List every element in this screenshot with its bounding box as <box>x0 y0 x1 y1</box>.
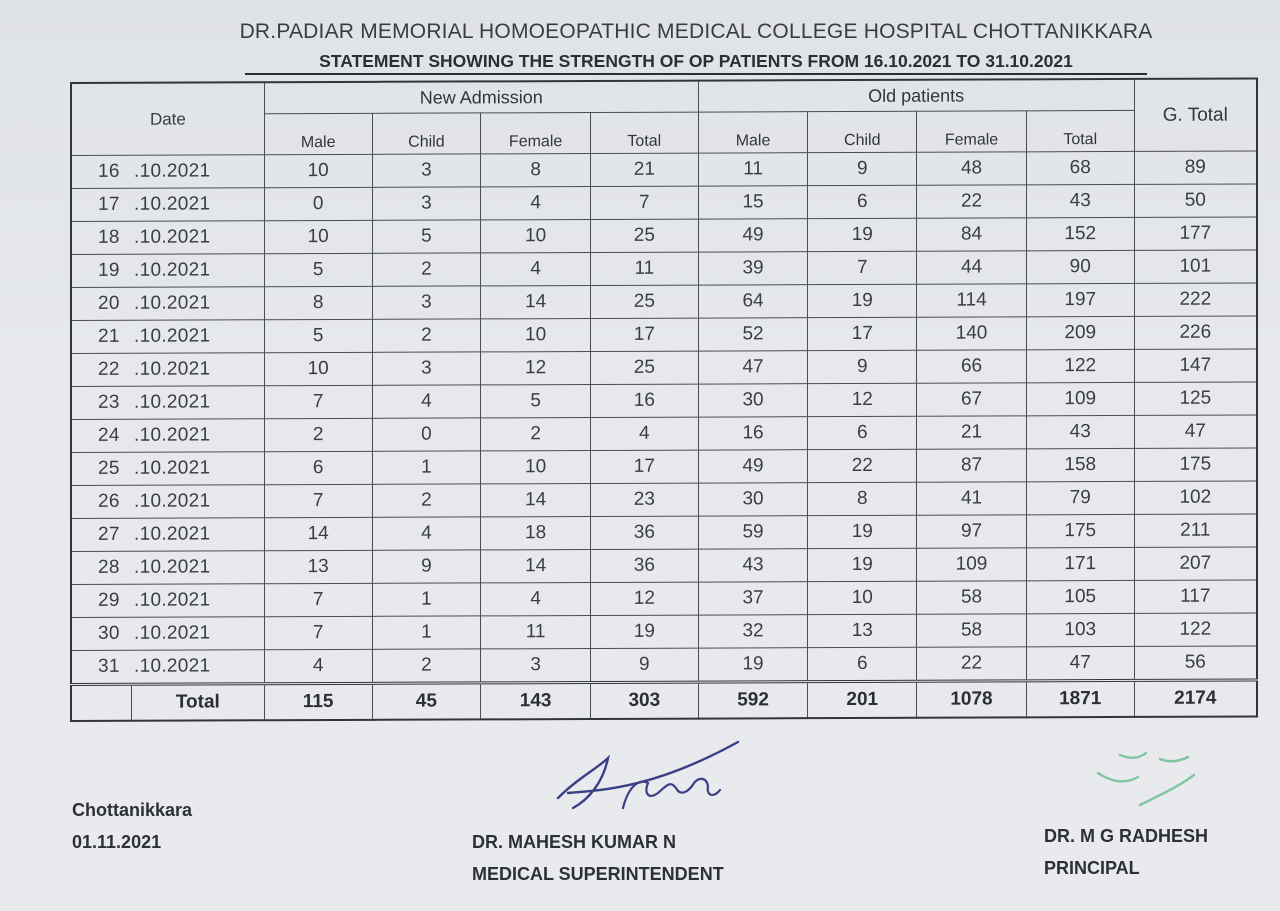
new-male-cell: 5 <box>264 253 372 286</box>
grand-total-cell: 50 <box>1134 184 1257 217</box>
institution-title: DR.PADIAR MEMORIAL HOMOEOPATHIC MEDICAL COLLEGE HOSPITAL CHOTTANIKKARA <box>239 20 1153 43</box>
old-total-cell: 175 <box>1026 514 1134 547</box>
old-total-cell: 103 <box>1026 613 1134 646</box>
old-child-cell: 17 <box>808 317 917 350</box>
grand-total-cell: 122 <box>1134 613 1257 646</box>
date-cell <box>71 287 264 321</box>
old-female-cell: 140 <box>917 317 1027 350</box>
old-male-cell: 30 <box>698 483 808 516</box>
old-female-cell: 66 <box>917 350 1027 383</box>
date-month-year: .10.2021 <box>134 391 211 413</box>
table-row <box>71 613 1257 651</box>
table-row <box>71 217 1257 255</box>
total-blank-cell <box>71 684 131 721</box>
old-total-cell: 43 <box>1026 415 1134 448</box>
date-day: 25 <box>98 457 120 479</box>
grand-total-cell: 177 <box>1134 217 1257 250</box>
old-child-cell: 9 <box>808 152 917 185</box>
new-male-cell: 0 <box>264 187 372 220</box>
date-month-year: .10.2021 <box>134 622 211 644</box>
total-old-total: 1871 <box>1026 680 1134 717</box>
date-cell <box>71 155 264 189</box>
old-female-cell: 67 <box>917 383 1027 416</box>
new-child-cell: 3 <box>372 286 481 319</box>
new-male-cell: 2 <box>264 418 372 451</box>
date-day: 18 <box>98 226 120 248</box>
date-day: 16 <box>98 160 120 182</box>
old-female-cell: 44 <box>917 251 1027 284</box>
old-child-header: Child <box>808 111 917 152</box>
new-total-cell: 36 <box>590 516 698 549</box>
new-total-cell: 11 <box>590 252 698 285</box>
old-male-cell: 59 <box>698 515 808 548</box>
new-child-cell: 5 <box>372 220 481 253</box>
old-total-cell: 47 <box>1026 646 1134 681</box>
date-day: 20 <box>98 292 120 314</box>
old-female-cell: 22 <box>917 647 1027 682</box>
grand-total-cell: 211 <box>1134 514 1257 547</box>
date-text: 01.11.2021 <box>72 832 162 852</box>
new-total-cell: 7 <box>590 186 698 219</box>
date-cell <box>71 221 264 255</box>
new-male-cell: 4 <box>264 649 372 684</box>
old-child-cell: 7 <box>808 251 917 284</box>
date-month-year: .10.2021 <box>134 358 211 380</box>
date-day: 28 <box>98 556 120 578</box>
old-total-cell: 109 <box>1026 382 1134 415</box>
old-female-cell: 21 <box>917 416 1027 449</box>
old-total-cell: 171 <box>1026 547 1134 580</box>
new-child-cell: 1 <box>372 616 481 649</box>
new-female-cell: 10 <box>481 219 591 252</box>
old-child-cell: 19 <box>808 515 917 548</box>
grand-total-cell: 47 <box>1134 415 1257 448</box>
new-female-cell: 8 <box>481 154 591 187</box>
superintendent-signature <box>548 738 748 818</box>
new-female-cell: 4 <box>481 186 591 219</box>
old-male-cell: 15 <box>698 186 808 219</box>
new-male-cell: 8 <box>264 286 372 319</box>
table-row <box>71 646 1257 685</box>
old-child-cell: 6 <box>808 647 917 682</box>
new-admission-header: New Admission <box>264 81 698 114</box>
new-child-cell: 2 <box>372 319 481 352</box>
date-month-year: .10.2021 <box>134 160 211 182</box>
grand-total-cell: 125 <box>1134 382 1257 415</box>
date-cell <box>71 584 264 618</box>
grand-total-cell: 89 <box>1134 151 1257 184</box>
principal-block <box>1044 820 1208 884</box>
date-day: 31 <box>98 655 120 677</box>
old-male-cell: 49 <box>698 450 808 483</box>
new-child-cell: 2 <box>372 484 481 517</box>
old-female-cell: 109 <box>917 548 1027 581</box>
principal-signature <box>1090 745 1210 815</box>
old-total-cell: 105 <box>1026 580 1134 613</box>
new-child-cell: 3 <box>372 352 481 385</box>
new-male-cell: 7 <box>264 484 372 517</box>
new-child-cell: 0 <box>372 418 481 451</box>
date-day: 30 <box>98 622 120 644</box>
old-total-cell: 68 <box>1026 151 1134 184</box>
old-total-cell: 122 <box>1026 349 1134 382</box>
old-male-cell: 16 <box>698 417 808 450</box>
table-row <box>71 349 1257 387</box>
principal-name: DR. M G RADHESH <box>1044 826 1209 846</box>
new-total-cell: 19 <box>590 615 698 648</box>
date-cell <box>71 386 264 420</box>
total-old-male: 592 <box>698 682 808 719</box>
date-cell <box>71 419 264 453</box>
total-row <box>71 680 1257 721</box>
grand-total-cell: 102 <box>1134 481 1257 514</box>
date-day: 24 <box>98 424 120 446</box>
old-child-cell: 9 <box>808 350 917 383</box>
new-male-header: Male <box>264 113 372 154</box>
new-female-cell: 4 <box>481 252 591 285</box>
old-male-cell: 49 <box>698 219 808 252</box>
old-male-cell: 32 <box>698 614 808 647</box>
new-male-cell: 5 <box>264 319 372 352</box>
new-female-cell: 10 <box>481 318 591 351</box>
new-child-cell: 4 <box>372 517 481 550</box>
new-total-cell: 12 <box>590 582 698 615</box>
new-total-cell: 25 <box>590 285 698 318</box>
table-row <box>71 382 1257 420</box>
op-patients-table <box>70 77 1258 722</box>
old-male-cell: 37 <box>698 581 808 614</box>
table-row <box>71 448 1257 486</box>
table-row <box>71 481 1257 519</box>
place-date-block <box>72 794 192 858</box>
grand-total-cell: 101 <box>1134 250 1257 283</box>
old-female-cell: 41 <box>917 482 1027 515</box>
new-total-cell: 25 <box>590 351 698 384</box>
new-child-header: Child <box>372 113 481 154</box>
grand-total-cell: 56 <box>1134 646 1257 681</box>
date-month-year: .10.2021 <box>134 655 211 677</box>
place-text: Chottanikkara <box>72 800 193 820</box>
new-male-cell: 7 <box>264 616 372 649</box>
new-female-cell: 18 <box>481 516 591 549</box>
date-day: 29 <box>98 589 120 611</box>
date-cell <box>71 188 264 222</box>
new-child-cell: 2 <box>372 649 481 684</box>
grand-total-header: G. Total <box>1134 78 1257 151</box>
total-new-child: 45 <box>372 683 481 720</box>
principal-title: PRINCIPAL <box>1044 858 1140 878</box>
total-new-male: 115 <box>264 683 372 720</box>
old-total-cell: 152 <box>1026 217 1134 250</box>
date-day: 27 <box>98 523 120 545</box>
old-total-cell: 90 <box>1026 250 1134 283</box>
date-month-year: .10.2021 <box>134 325 211 347</box>
old-total-cell: 209 <box>1026 316 1134 349</box>
new-total-header: Total <box>590 112 698 153</box>
total-label: Total <box>131 684 264 721</box>
date-day: 21 <box>98 325 120 347</box>
new-child-cell: 4 <box>372 385 481 418</box>
new-male-cell: 10 <box>264 154 372 187</box>
table-row <box>71 283 1257 321</box>
old-female-cell: 114 <box>917 284 1027 317</box>
date-day: 23 <box>98 391 120 413</box>
date-month-year: .10.2021 <box>134 193 211 215</box>
new-female-cell: 11 <box>481 615 591 648</box>
date-cell <box>71 518 264 552</box>
grand-total-cell: 222 <box>1134 283 1257 316</box>
total-old-female: 1078 <box>917 681 1027 718</box>
old-child-cell: 13 <box>808 614 917 647</box>
old-male-cell: 39 <box>698 252 808 285</box>
old-child-cell: 12 <box>808 383 917 416</box>
old-child-cell: 19 <box>808 284 917 317</box>
table-row <box>71 250 1257 288</box>
grand-total-cell: 147 <box>1134 349 1257 382</box>
table-row <box>71 547 1257 585</box>
new-male-cell: 10 <box>264 220 372 253</box>
new-female-cell: 5 <box>481 384 591 417</box>
date-cell <box>71 452 264 486</box>
date-cell <box>71 254 264 288</box>
new-total-cell: 17 <box>590 318 698 351</box>
old-male-cell: 52 <box>698 318 808 351</box>
new-female-cell: 10 <box>481 450 591 483</box>
old-female-cell: 22 <box>917 185 1027 218</box>
old-child-cell: 19 <box>808 218 917 251</box>
new-female-cell: 14 <box>481 285 591 318</box>
superintendent-name: DR. MAHESH KUMAR N <box>472 832 676 852</box>
date-cell <box>71 650 264 685</box>
table-row <box>71 415 1257 453</box>
old-child-cell: 6 <box>808 185 917 218</box>
date-month-year: .10.2021 <box>134 424 211 446</box>
new-female-cell: 3 <box>481 648 591 683</box>
new-total-cell: 9 <box>590 648 698 683</box>
new-female-cell: 14 <box>481 549 591 582</box>
old-total-cell: 197 <box>1026 283 1134 316</box>
old-female-cell: 58 <box>917 581 1027 614</box>
old-patients-header: Old patients <box>698 79 1134 112</box>
table-body <box>71 151 1257 685</box>
old-child-cell: 8 <box>808 482 917 515</box>
new-total-cell: 23 <box>590 483 698 516</box>
date-cell <box>71 485 264 519</box>
date-month-year: .10.2021 <box>134 589 211 611</box>
old-total-cell: 79 <box>1026 481 1134 514</box>
date-cell <box>71 551 264 585</box>
new-total-cell: 21 <box>590 153 698 186</box>
total-grand-total: 2174 <box>1134 680 1257 717</box>
new-total-cell: 16 <box>590 384 698 417</box>
old-total-cell: 158 <box>1026 448 1134 481</box>
new-total-cell: 36 <box>590 549 698 582</box>
grand-total-cell: 175 <box>1134 448 1257 481</box>
grand-total-cell: 226 <box>1134 316 1257 349</box>
old-female-header: Female <box>917 111 1027 152</box>
old-male-header: Male <box>698 112 808 153</box>
table-row <box>71 580 1257 618</box>
new-child-cell: 3 <box>372 154 481 187</box>
superintendent-title: MEDICAL SUPERINTENDENT <box>472 864 724 884</box>
old-female-cell: 97 <box>917 515 1027 548</box>
total-old-child: 201 <box>808 681 917 718</box>
total-new-female: 143 <box>481 683 591 720</box>
total-new-total: 303 <box>590 682 698 719</box>
new-total-cell: 25 <box>590 219 698 252</box>
date-day: 26 <box>98 490 120 512</box>
statement-title: STATEMENT SHOWING THE STRENGTH OF OP PATIENTS FROM 16.10.2021 TO 31.10.2021 <box>245 51 1147 75</box>
date-cell <box>71 353 264 387</box>
old-female-cell: 87 <box>917 449 1027 482</box>
new-child-cell: 3 <box>372 187 481 220</box>
date-month-year: .10.2021 <box>134 292 211 314</box>
old-female-cell: 58 <box>917 614 1027 647</box>
new-male-cell: 14 <box>264 517 372 550</box>
date-month-year: .10.2021 <box>134 226 211 248</box>
new-child-cell: 1 <box>372 583 481 616</box>
old-child-cell: 22 <box>808 449 917 482</box>
new-child-cell: 9 <box>372 550 481 583</box>
date-month-year: .10.2021 <box>134 457 211 479</box>
old-total-cell: 43 <box>1026 184 1134 217</box>
old-female-cell: 84 <box>917 218 1027 251</box>
old-male-cell: 19 <box>698 647 808 682</box>
new-child-cell: 1 <box>372 451 481 484</box>
old-male-cell: 30 <box>698 384 808 417</box>
new-female-cell: 12 <box>481 351 591 384</box>
table-row <box>71 151 1257 189</box>
old-male-cell: 47 <box>698 351 808 384</box>
new-female-cell: 2 <box>481 417 591 450</box>
old-child-cell: 10 <box>808 581 917 614</box>
new-female-cell: 4 <box>481 582 591 615</box>
old-male-cell: 43 <box>698 548 808 581</box>
new-child-cell: 2 <box>372 253 481 286</box>
table-row <box>71 316 1257 354</box>
new-male-cell: 13 <box>264 550 372 583</box>
new-male-cell: 6 <box>264 451 372 484</box>
grand-total-cell: 207 <box>1134 547 1257 580</box>
table-row <box>71 184 1257 222</box>
date-month-year: .10.2021 <box>134 259 211 281</box>
date-header: Date <box>71 82 264 155</box>
table-row <box>71 514 1257 552</box>
old-total-header: Total <box>1026 110 1134 151</box>
new-male-cell: 7 <box>264 385 372 418</box>
date-day: 22 <box>98 358 120 380</box>
old-male-cell: 64 <box>698 285 808 318</box>
date-month-year: .10.2021 <box>134 523 211 545</box>
old-child-cell: 19 <box>808 548 917 581</box>
new-total-cell: 17 <box>590 450 698 483</box>
old-child-cell: 6 <box>808 416 917 449</box>
date-day: 19 <box>98 259 120 281</box>
date-month-year: .10.2021 <box>134 556 211 578</box>
new-female-header: Female <box>481 113 591 154</box>
new-female-cell: 14 <box>481 483 591 516</box>
date-cell <box>71 320 264 354</box>
date-month-year: .10.2021 <box>134 490 211 512</box>
new-male-cell: 7 <box>264 583 372 616</box>
old-female-cell: 48 <box>917 152 1027 185</box>
new-total-cell: 4 <box>590 417 698 450</box>
superintendent-block <box>472 826 724 890</box>
date-cell <box>71 617 264 651</box>
grand-total-cell: 117 <box>1134 580 1257 613</box>
new-male-cell: 10 <box>264 352 372 385</box>
date-day: 17 <box>98 193 120 215</box>
old-male-cell: 11 <box>698 153 808 186</box>
